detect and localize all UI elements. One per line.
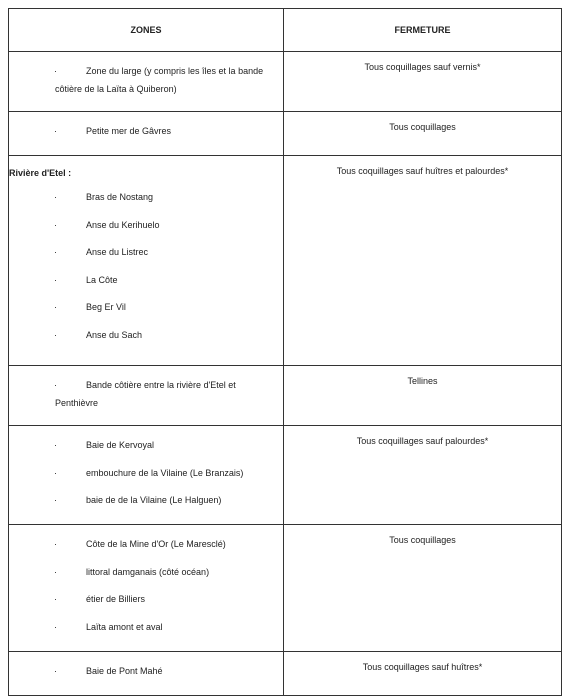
zone-name: Laïta amont et aval	[86, 621, 163, 632]
fermeture-cell: Tous coquillages	[284, 525, 562, 652]
bullet-icon: ·	[54, 126, 57, 136]
bullet-icon: ·	[54, 274, 57, 285]
zone-list-item	[55, 243, 277, 261]
zone-list-item	[55, 271, 277, 289]
zone-name: Baie de Kervoyal	[86, 440, 155, 450]
fermeture-cell: Tous coquillages sauf palourdes*	[284, 426, 562, 525]
fermeture-cell: Tous coquillages sauf huîtres*	[284, 652, 562, 696]
zone-list-item	[55, 326, 277, 344]
zone-name: Zone du large (y compris les îles et la bande côtière de la Laïta à Quiberon)	[55, 66, 264, 94]
zone-list-item	[55, 464, 277, 482]
zone-list-item	[55, 298, 277, 316]
zone-list-item	[55, 62, 277, 98]
zone-name: embouchure de la Vilaine (Le Branzais)	[86, 467, 244, 478]
table-body	[9, 52, 562, 696]
table-row	[9, 112, 562, 156]
zone-list-item	[55, 535, 277, 553]
bullet-icon: ·	[54, 302, 57, 312]
bullet-icon: ·	[54, 219, 57, 230]
header-row	[9, 9, 562, 52]
zone-list-item	[55, 618, 277, 636]
zone-cell	[9, 652, 284, 696]
table-row	[9, 52, 562, 112]
zones-header: ZONES	[9, 9, 284, 52]
bullet-icon: ·	[54, 495, 57, 505]
fermeture-cell: Tous coquillages sauf vernis*	[284, 52, 562, 112]
zone-list-item	[55, 376, 277, 412]
bullet-icon: ·	[54, 621, 57, 632]
zone-name: Beg Er Vil	[86, 302, 126, 312]
zone-name: Baie de Pont Mahé	[86, 666, 163, 676]
zone-list-item	[55, 216, 277, 234]
bullet-icon: ·	[54, 594, 57, 604]
fermeture-cell: Tellines	[284, 366, 562, 426]
fermeture-header: FERMETURE	[284, 9, 562, 52]
bullet-icon: ·	[54, 467, 57, 478]
zone-list-item	[55, 662, 277, 680]
closures-table	[8, 8, 562, 696]
zone-name: La Côte	[86, 274, 118, 285]
bullet-icon: ·	[54, 192, 57, 202]
zone-name: Bande côtière entre la rivière d'Etel et Penthièvre	[55, 380, 236, 408]
fermeture-cell: Tous coquillages	[284, 112, 562, 156]
bullet-icon: ·	[54, 566, 57, 577]
bullet-icon: ·	[54, 666, 57, 676]
zone-name: Anse du Kerihuelo	[86, 219, 160, 230]
zone-cell	[9, 366, 284, 426]
table-row	[9, 525, 562, 652]
zone-cell	[9, 426, 284, 525]
zone-list-item	[55, 122, 277, 140]
table-row	[9, 426, 562, 525]
zone-cell	[9, 52, 284, 112]
zone-list-item	[55, 436, 277, 454]
zone-list-item	[55, 491, 277, 509]
zone-cell	[9, 156, 284, 366]
bullet-icon: ·	[54, 440, 57, 450]
zone-list-item	[55, 563, 277, 581]
table-row	[9, 652, 562, 696]
zone-name: Anse du Sach	[86, 329, 143, 340]
zone-list-item	[55, 188, 277, 206]
zone-cell	[9, 525, 284, 652]
zone-name: littoral damganais (côté océan)	[86, 566, 210, 577]
zone-name: Côte de la Mine d'Or (Le Maresclé)	[86, 539, 226, 549]
bullet-icon: ·	[54, 380, 57, 390]
table-row	[9, 366, 562, 426]
zone-group-heading: Rivière d'Etel :	[9, 168, 72, 178]
bullet-icon: ·	[54, 539, 57, 549]
table-row	[9, 156, 562, 366]
zone-cell	[9, 112, 284, 156]
bullet-icon: ·	[54, 329, 57, 340]
zone-name: Bras de Nostang	[86, 192, 154, 202]
zone-name: baie de de la Vilaine (Le Halguen)	[86, 495, 222, 505]
zone-name: Petite mer de Gâvres	[86, 126, 172, 136]
bullet-icon: ·	[54, 247, 57, 257]
fermeture-cell: Tous coquillages sauf huîtres et palourdes*	[284, 156, 562, 366]
zone-name: étier de Billiers	[86, 594, 146, 604]
zone-name: Anse du Listrec	[86, 247, 149, 257]
bullet-icon: ·	[54, 66, 57, 76]
zone-list-item	[55, 590, 277, 608]
